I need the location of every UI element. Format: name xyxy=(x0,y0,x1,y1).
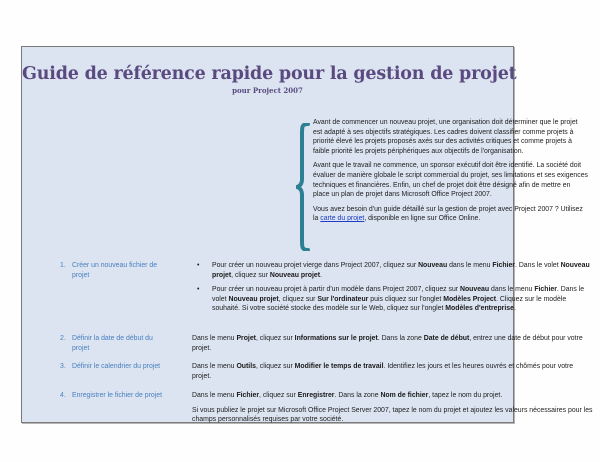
emphasized-term: Outils xyxy=(236,363,256,370)
emphasized-term: Date de début xyxy=(423,335,470,342)
emphasized-term: Nouveau xyxy=(418,262,448,269)
step-label xyxy=(60,261,172,280)
step-title: Créer un nouveau fichier de projet xyxy=(72,262,158,279)
step-body xyxy=(192,261,594,319)
emphasized-term: Sur l'ordinateur xyxy=(317,295,369,303)
document-subtitle: pour Project 2007 xyxy=(232,86,303,95)
step-text: Dans le menu Fichier, cliquez sur Enregistrer. Dans la zone Nom de fichier, tapez le nom du projet. xyxy=(192,392,503,399)
emphasized-term: Fichier xyxy=(534,286,557,294)
quick-reference-card xyxy=(21,46,593,424)
intro-paragraph-3 xyxy=(313,205,588,224)
step-text: Dans le menu Projet, cliquez sur Informations sur le projet. Dans la zone Date de début, entrez une date de début pour votre projet. xyxy=(192,335,583,352)
bullet-text: Pour créer un nouveau projet vierge dans Project 2007, cliquez sur Nouveau dans le menu Fichier. Dans le volet Nouveau projet, cliquez sur Nouveau projet. xyxy=(212,262,590,279)
bullet-icon: • xyxy=(197,286,200,294)
step-body xyxy=(192,362,594,386)
step-label xyxy=(60,391,172,401)
emphasized-term: Projet xyxy=(236,335,256,342)
emphasized-term: Nouveau xyxy=(460,286,490,294)
bullet-text: Pour créer un nouveau projet à partir d'un modèle dans Project 2007, cliquez sur Nouveau dans le menu Fichier. Dans le volet Nouveau projet, cliquez sur Sur l'ordinateur puis cliquez sur l'onglet Modèles Project. Cliquez sur le modèle souhaité. Si votre société stocke des modèle sur le Web, cliquez sur l'onglet Modèles d'entreprise. xyxy=(212,286,585,313)
step-body xyxy=(192,334,594,358)
intro-paragraph-1: Avant de commencer un nouveau projet, une organisation doit déterminer que le projet est adapté à ses objectifs stratégiques. Les cadres doivent classifier comme projets à priorité élevé les projets proposés axés sur des activités critiques et comme projets à faible priorité les projets périphériques aux objectifs de l'organisation. xyxy=(313,119,578,155)
step-label xyxy=(60,362,172,372)
emphasized-term: Nouveau projet xyxy=(269,271,320,279)
bullet-icon: • xyxy=(197,262,200,269)
step-title: Définir le calendrier du projet xyxy=(72,363,161,370)
step-bullet-list xyxy=(192,261,594,314)
emphasized-term: Modèles Project xyxy=(443,295,497,303)
step-label xyxy=(60,334,172,353)
emphasized-term: Informations sur le projet xyxy=(294,335,378,342)
step-number: 4. xyxy=(60,392,66,399)
emphasized-term: Fichier xyxy=(236,392,260,399)
step-text: Si vous publiez le projet sur Microsoft Office Project Server 2007, tapez le nom du projet et ajoutez les valeurs nécessaires pour les champs personnalisés requises par votre société. xyxy=(192,406,593,424)
emphasized-term: Modèles d'entreprise xyxy=(445,305,514,313)
intro-p3-text: Vous avez besoin d'un guide détaillé sur la gestion de projet avec Project 2007 ? Utilisez la xyxy=(313,205,583,223)
emphasized-term: Modifier le temps de travail xyxy=(294,363,384,370)
emphasized-term: Nouveau projet xyxy=(228,295,279,303)
curly-brace-icon xyxy=(296,123,310,251)
bullet-item xyxy=(192,261,594,280)
emphasized-term: Enregistrer xyxy=(297,392,335,399)
step-title: Définir la date de début du projet xyxy=(72,335,153,352)
intro-text xyxy=(313,118,588,229)
bullet-item xyxy=(192,285,594,314)
step-text: Dans le menu Outils, cliquez sur Modifier le temps de travail. Identifiez les jours et les heures ouvrés et chômés pour votre projet. xyxy=(192,363,574,380)
step-number: 1. xyxy=(60,262,66,269)
step-title: Enregistrer le fichier de projet xyxy=(72,392,163,399)
emphasized-term: Fichier xyxy=(492,262,515,269)
emphasized-term: Nom de fichier xyxy=(380,392,429,399)
intro-paragraph-2: Avant que le travail ne commence, un sponsor exécutif doit être identifié. La société doit évaluer de manière globale le script commercial du projet, ses limitations et ses exigences techniques et financières. Enfin, un chef de projet doit être désigné afin de mettre en place un plan de projet dans Microsoft Office Project 2007. xyxy=(313,162,588,199)
step-number: 2. xyxy=(60,335,66,342)
document-title: Guide de référence rapide pour la gestion de projet xyxy=(22,64,517,84)
step-body xyxy=(192,391,594,430)
intro-p3-text-end: , disponible en ligne sur Office Online. xyxy=(364,215,481,223)
step-number: 3. xyxy=(60,363,66,370)
emphasized-term: Nouveau projet xyxy=(212,262,590,279)
project-map-link[interactable]: carte du projet xyxy=(320,215,365,223)
